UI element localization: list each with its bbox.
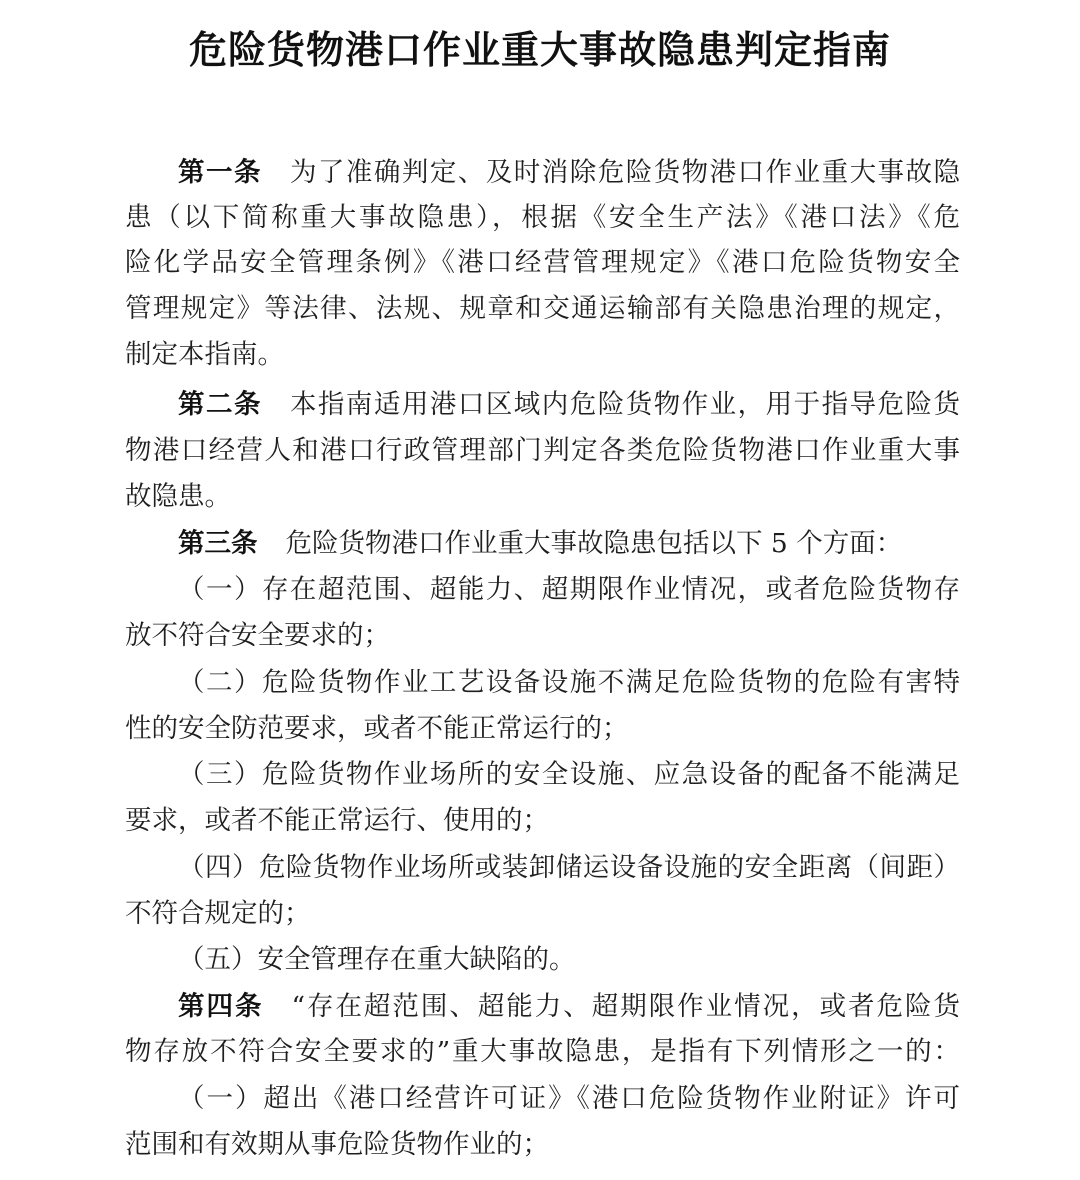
article-4-item-1-line-2: 范围和有效期从事危险货物作业的； bbox=[125, 1129, 549, 1160]
article-1-text-1: 为了准确判定、及时消除危险货物港口作业重大事故隐 bbox=[289, 157, 960, 188]
article-4-label: 第四条 bbox=[178, 991, 264, 1022]
article-4-line-1 bbox=[178, 987, 960, 1027]
article-4-text-1: “存在超范围、超能力、超期限作业情况，或者危险货 bbox=[291, 991, 960, 1022]
article-2-label: 第二条 bbox=[178, 389, 262, 420]
article-1-line-5: 制定本指南。 bbox=[125, 339, 284, 370]
article-1-line-1 bbox=[178, 153, 960, 193]
article-3-item-1-line-2: 放不符合安全要求的； bbox=[125, 620, 390, 651]
article-1-line-4: 管理规定》等法律、法规、规章和交通运输部有关隐患治理的规定， bbox=[125, 293, 960, 324]
article-3-label: 第三条 bbox=[178, 528, 258, 559]
article-2-line-3: 故隐患。 bbox=[125, 481, 231, 512]
article-2-line-1 bbox=[178, 385, 960, 425]
article-3-text-1: 危险货物港口作业重大事故隐患包括以下 5 个方面： bbox=[285, 528, 903, 559]
article-4-item-1-line-1: （一）超出《港口经营许可证》《港口危险货物作业附证》许可 bbox=[178, 1083, 960, 1114]
article-3-item-3-line-2: 要求，或者不能正常运行、使用的； bbox=[125, 805, 549, 836]
article-3-item-1-line-1: （一）存在超范围、超能力、超期限作业情况，或者危险货物存 bbox=[178, 574, 960, 605]
article-3-line-1 bbox=[178, 524, 960, 564]
article-1-line-2: 患（以下简称重大事故隐患），根据《安全生产法》《港口法》《危 bbox=[125, 202, 960, 233]
article-3-item-2-line-1: （二）危险货物作业工艺设备设施不满足危险货物的危险有害特 bbox=[178, 667, 960, 698]
article-3-item-2-line-2: 性的安全防范要求，或者不能正常运行的； bbox=[125, 713, 629, 744]
article-3-item-4-line-2: 不符合规定的； bbox=[125, 898, 311, 929]
document-title: 危险货物港口作业重大事故隐患判定指南 bbox=[188, 28, 891, 72]
article-2-line-2: 物港口经营人和港口行政管理部门判定各类危险货物港口作业重大事 bbox=[125, 435, 960, 466]
article-3-item-3-line-1: （三）危险货物作业场所的安全设施、应急设备的配备不能满足 bbox=[178, 759, 960, 790]
article-4-line-2: 物存放不符合安全要求的”重大事故隐患，是指有下列情形之一的： bbox=[125, 1036, 960, 1067]
article-1-label: 第一条 bbox=[178, 157, 262, 188]
article-3-item-4-line-1: （四）危险货物作业场所或装卸储运设备设施的安全距离（间距） bbox=[178, 852, 960, 883]
article-1-line-3: 险化学品安全管理条例》《港口经营管理规定》《港口危险货物安全 bbox=[125, 247, 960, 278]
article-3-item-5-line-1: （五）安全管理存在重大缺陷的。 bbox=[178, 944, 576, 975]
article-2-text-1: 本指南适用港口区域内危险货物作业，用于指导危险货 bbox=[289, 389, 960, 420]
